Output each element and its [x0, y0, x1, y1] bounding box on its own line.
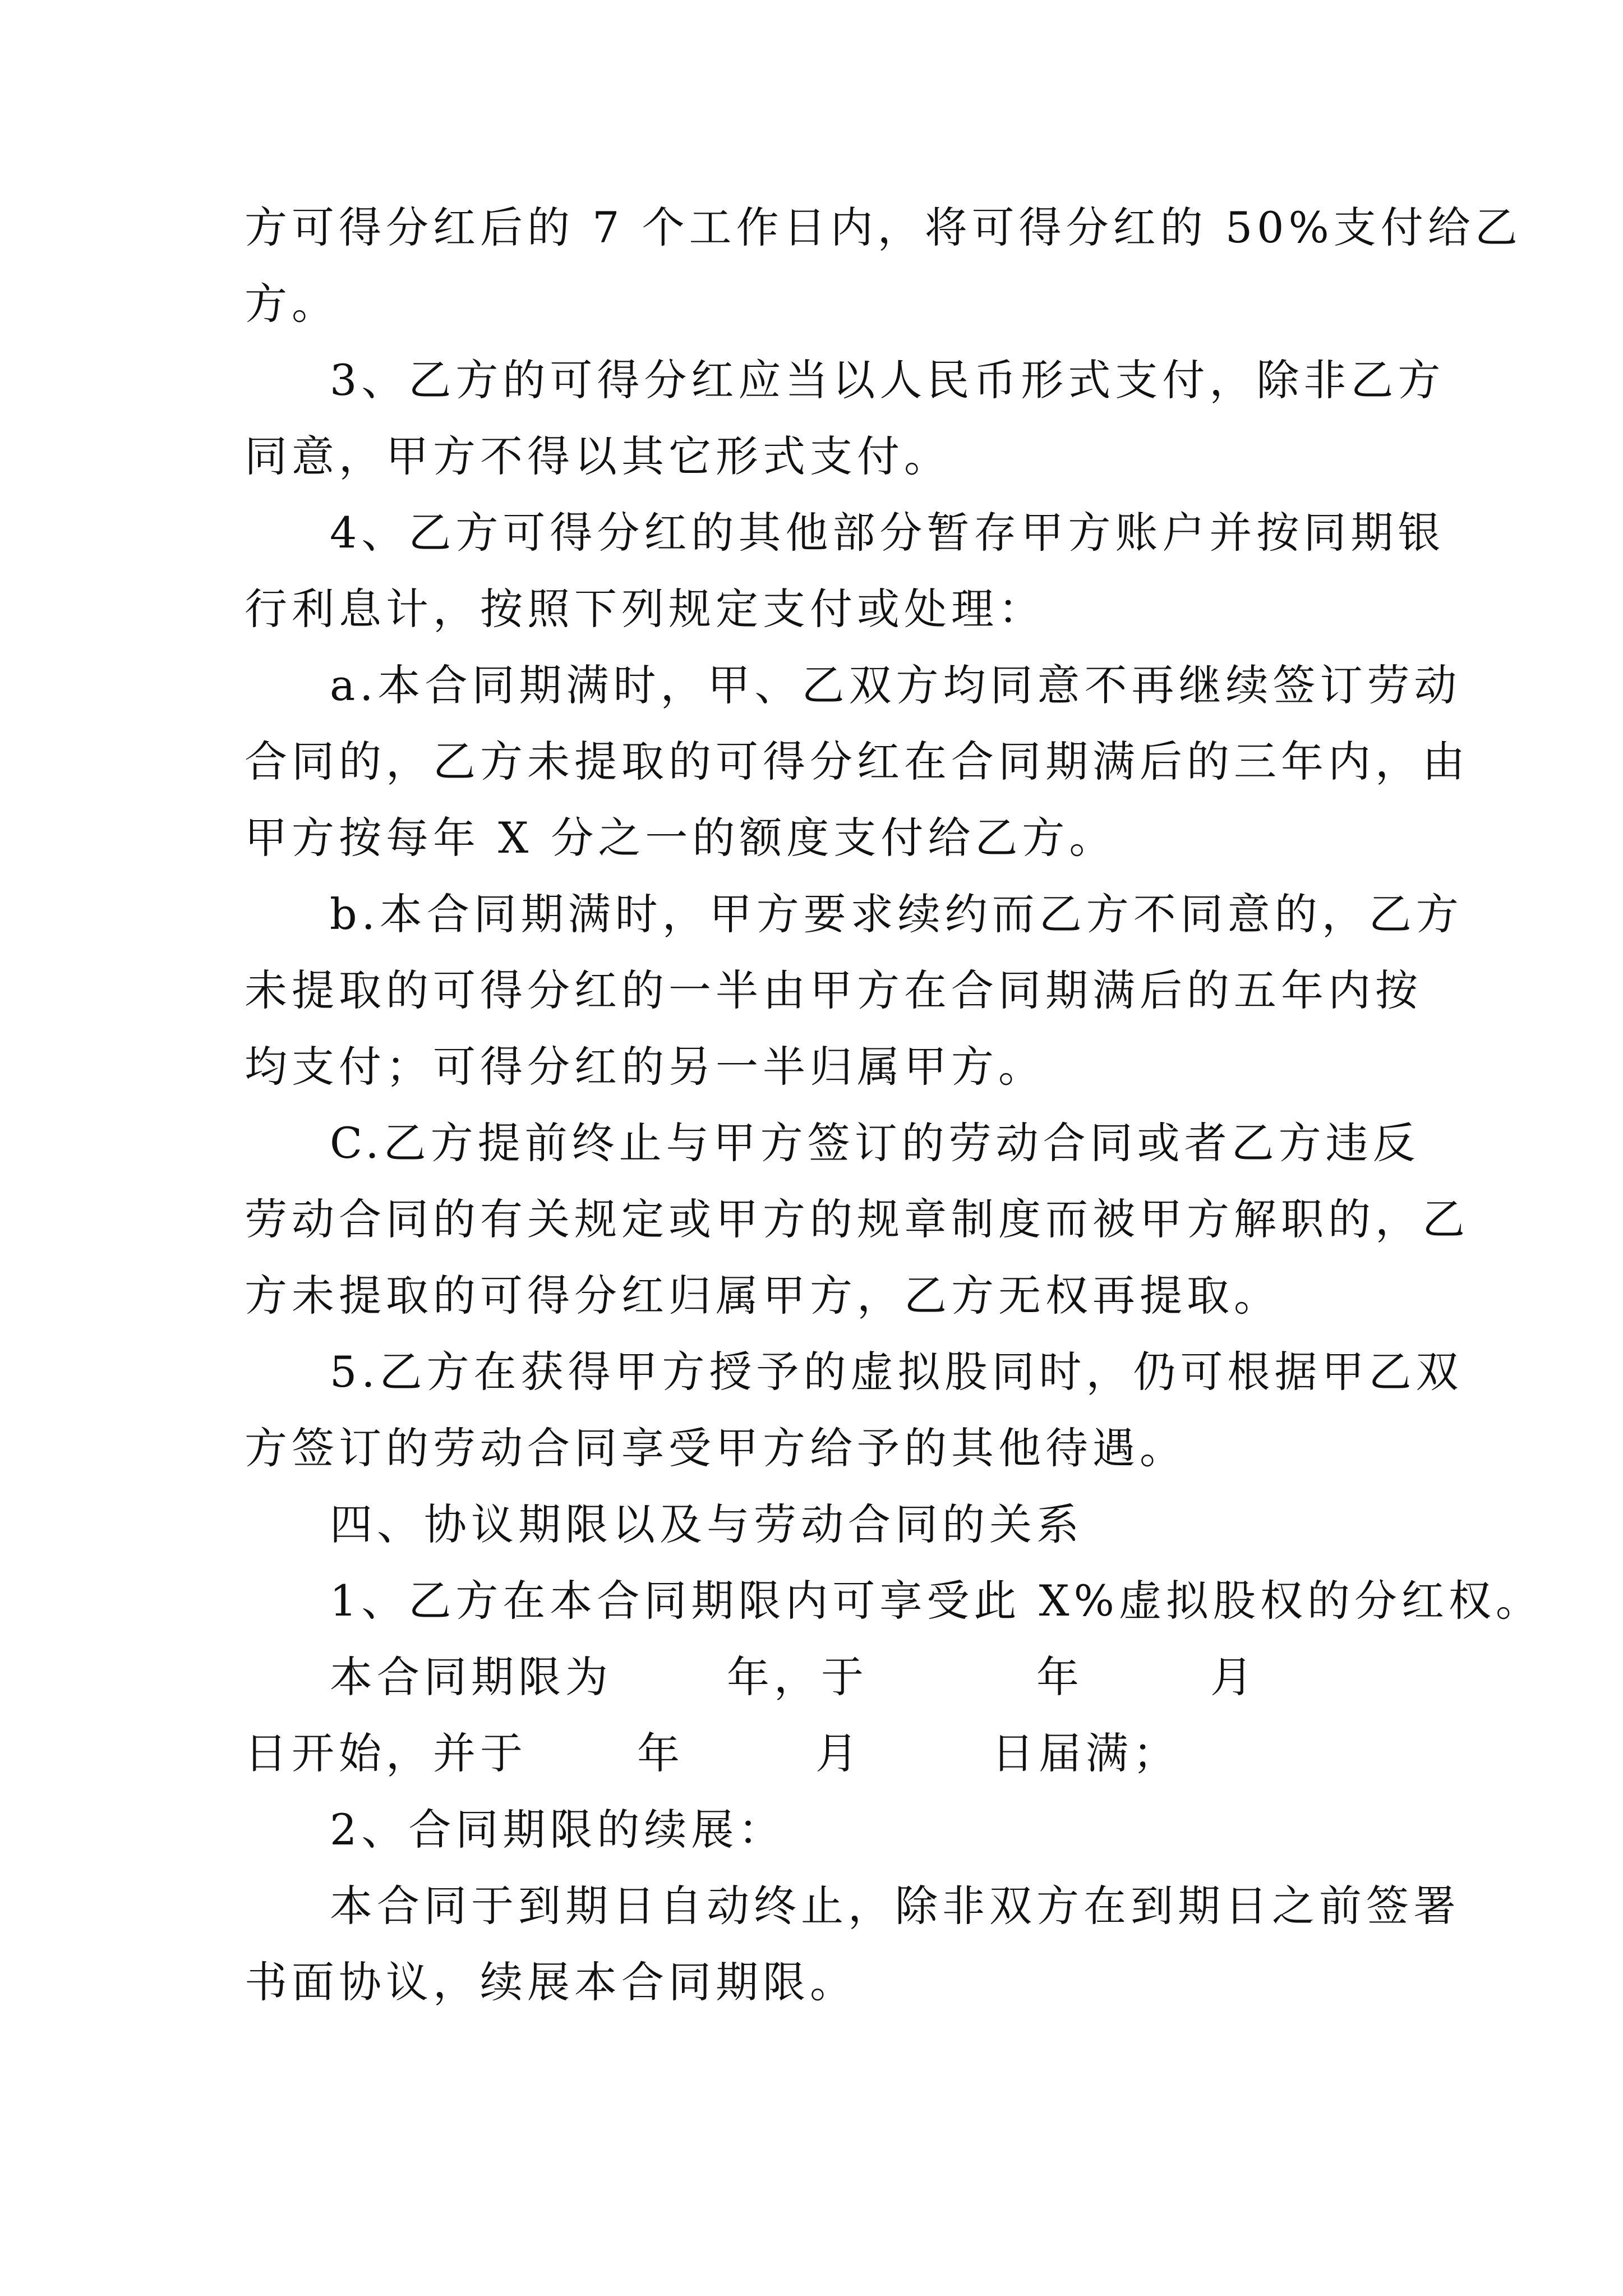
term-label: 本合同期限为 — [330, 1652, 612, 1702]
clause-3-line: 同意，甲方不得以其它形式支付。 — [245, 431, 951, 481]
section-heading: 四、协议期限以及与劳动合同的关系 — [330, 1499, 1083, 1549]
start-year-label: 年 — [1036, 1652, 1083, 1702]
clause-4a-line: a.本合同期满时，甲、乙双方均同意不再继续签订劳动 — [330, 660, 1461, 710]
start-month-label: 月 — [1210, 1652, 1257, 1702]
start-day-label: 日开始，并于 — [245, 1728, 527, 1778]
clause-3-line: 3、乙方的可得分红应当以人民币形式支付，除非乙方 — [330, 355, 1445, 405]
renewal-line: 书面协议，续展本合同期限。 — [245, 1957, 857, 2007]
term-clause-1-line: 1、乙方在本合同期限内可享受此 X%虚拟股权的分红权。 — [330, 1576, 1543, 1626]
clause-4c-line: 方未提取的可得分红归属甲方，乙方无权再提取。 — [245, 1271, 1281, 1320]
end-month-label: 月 — [815, 1728, 863, 1778]
paragraph-line: 方。 — [245, 279, 339, 329]
clause-4a-line: 合同的，乙方未提取的可得分红在合同期满后的三年内，由 — [245, 737, 1469, 786]
term-dates-line-1 — [245, 1639, 1401, 1715]
term-clause-2-heading: 2、合同期限的续展： — [330, 1805, 786, 1855]
clause-4b-line: 未提取的可得分红的一半由甲方在合同期满后的五年内按 — [245, 965, 1422, 1015]
clause-4c-line: C.乙方提前终止与甲方签订的劳动合同或者乙方违反 — [330, 1118, 1420, 1168]
clause-5-line: 方签订的劳动合同享受甲方给予的其他待遇。 — [245, 1423, 1187, 1473]
clause-5-line: 5.乙方在获得甲方授予的虚拟股同时，仍可根据甲乙双 — [330, 1347, 1463, 1397]
clause-4a-line: 甲方按每年 X 分之一的额度支付给乙方。 — [245, 813, 1117, 863]
clause-4c-line: 劳动合同的有关规定或甲方的规章制度而被甲方解职的，乙 — [245, 1194, 1469, 1244]
clause-4b-line: b.本合同期满时，甲方要求续约而乙方不同意的，乙方 — [330, 889, 1463, 939]
clause-4-line: 4、乙方可得分红的其他部分暂存甲方账户并按同期银 — [330, 508, 1445, 558]
document-body — [245, 190, 1543, 2021]
end-day-label: 日届满； — [992, 1728, 1180, 1778]
term-year-label: 年，于 — [727, 1652, 868, 1702]
term-dates-line-2 — [245, 1715, 1401, 1792]
paragraph-line: 方可得分红后的 7 个工作日内，将可得分红的 50%支付给乙 — [245, 203, 1522, 252]
renewal-line: 本合同于到期日自动终止，除非双方在到期日之前签署 — [330, 1881, 1460, 1931]
clause-4-line: 行利息计，按照下列规定支付或处理： — [245, 584, 1045, 634]
end-year-label: 年 — [637, 1728, 684, 1778]
clause-4b-line: 均支付；可得分红的另一半归属甲方。 — [245, 1042, 1045, 1092]
